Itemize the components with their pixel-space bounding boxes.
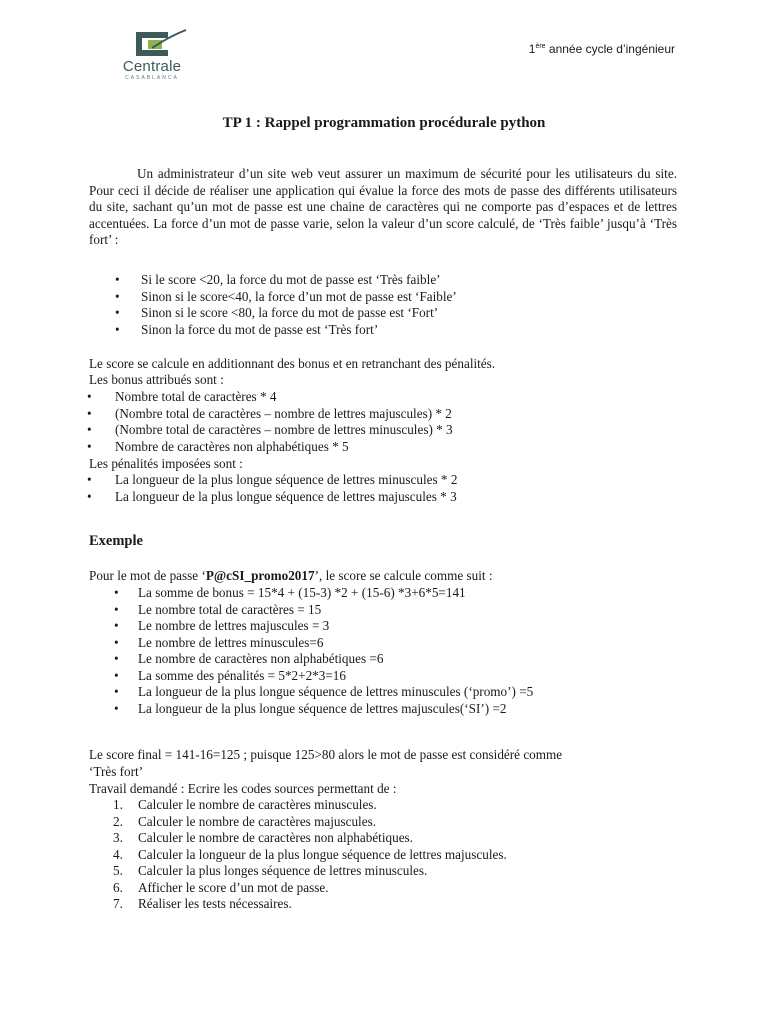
logo-subtitle: CASABLANCA (125, 75, 179, 81)
list-item: • Le nombre total de caractères = 15 (114, 602, 533, 619)
tasks-list (113, 797, 507, 913)
penalty-intro: Les pénalités imposées sont : (89, 456, 243, 471)
list-item: 2. Calculer le nombre de caractères majuscules. (113, 813, 376, 829)
list-item: 5. Calculer la plus longes séquence de lettres minuscules. (113, 863, 428, 878)
example-intro: Pour le mot de passe ‘P@cSI_promo2017’, le score se calcule comme suit : (89, 568, 493, 583)
list-item: • Sinon si le score <80, la force du mot de passe est ‘Fort’ (115, 305, 457, 322)
list-item: • (Nombre total de caractères – nombre de lettres majuscules) * 2 (87, 406, 453, 423)
page-title: TP 1 : Rappel programmation procédurale python (222, 115, 546, 131)
final-score-line: Le score final = 141-16=125 ; puisque 125>80 alors le mot de passe est considéré comme (89, 747, 563, 762)
centrale-emblem-icon (112, 28, 192, 60)
list-item: • Le nombre de lettres majuscules = 3 (114, 618, 533, 635)
list-item: • Sinon si le score<40, la force d’un mot de passe est ‘Faible’ (115, 289, 457, 306)
course-level: 1ère année cycle d’ingénieur (528, 42, 675, 56)
bonus-list (87, 389, 453, 455)
centrale-logo (112, 28, 192, 84)
list-item: • La longueur de la plus longue séquence de lettres majuscules(‘SI’) =2 (114, 701, 533, 718)
example-password: P@cSI_promo2017 (205, 568, 315, 583)
list-item: • Nombre de caractères non alphabétiques * 5 (87, 439, 453, 456)
work-intro: Travail demandé : Ecrire les codes sources permettant de : (89, 781, 397, 796)
bonus-intro: Les bonus attribués sont : (89, 372, 224, 387)
force-rules-list (115, 272, 457, 338)
list-item: • Si le score <20, la force du mot de passe est ‘Très faible’ (115, 272, 457, 289)
example-steps-list (114, 585, 533, 717)
list-item: 3. Calculer le nombre de caractères non alphabétiques. (113, 830, 413, 845)
list-item: • La somme de bonus = 15*4 + (15-3) *2 + (15-6) *3+6*5=141 (114, 585, 533, 602)
list-item: • Sinon la force du mot de passe est ‘Très fort’ (115, 322, 457, 339)
logo-name: Centrale (122, 58, 182, 75)
list-item: 7. Réaliser les tests nécessaires. (113, 896, 292, 911)
list-item: 1. Calculer le nombre de caractères minuscules. (113, 797, 377, 812)
list-item: • Nombre total de caractères * 4 (87, 389, 453, 406)
list-item: • La longueur de la plus longue séquence de lettres minuscules (‘promo’) =5 (114, 684, 533, 701)
example-heading: Exemple (89, 533, 143, 549)
list-item: • (Nombre total de caractères – nombre de lettres minuscules) * 3 (87, 422, 453, 439)
penalty-list (87, 472, 457, 505)
list-item: • La longueur de la plus longue séquence de lettres minuscules * 2 (87, 472, 457, 489)
score-intro: Le score se calcule en additionnant des bonus et en retranchant des pénalités. (89, 356, 496, 371)
final-score-verdict: ‘Très fort’ (89, 764, 144, 779)
list-item: • Le nombre de lettres minuscules=6 (114, 635, 533, 652)
list-item: • La somme des pénalités = 5*2+2*3=16 (114, 668, 533, 685)
list-item: • La longueur de la plus longue séquence de lettres majuscules * 3 (87, 489, 457, 506)
intro-paragraph: Un administrateur d’un site web veut assurer un maximum de sécurité pour les utilisateurs du site. Pour ceci il décide de réaliser une application qui évalue la force des mots de passe des différents utilisateurs du site, sachant qu’un mot de passe est une chaine de caractères qui ne comporte pas d’espaces et de lettres accentuées. La force d’un mot de passe varie, selon la valeur d’un score calculé, de ‘Très faible’ jusqu’à ‘Très fort’ : (89, 166, 677, 247)
list-item: • Le nombre de caractères non alphabétiques =6 (114, 651, 533, 668)
list-item: 4. Calculer la longueur de la plus longue séquence de lettres majuscules. (113, 846, 507, 862)
list-item: 6. Afficher le score d’un mot de passe. (113, 879, 329, 895)
